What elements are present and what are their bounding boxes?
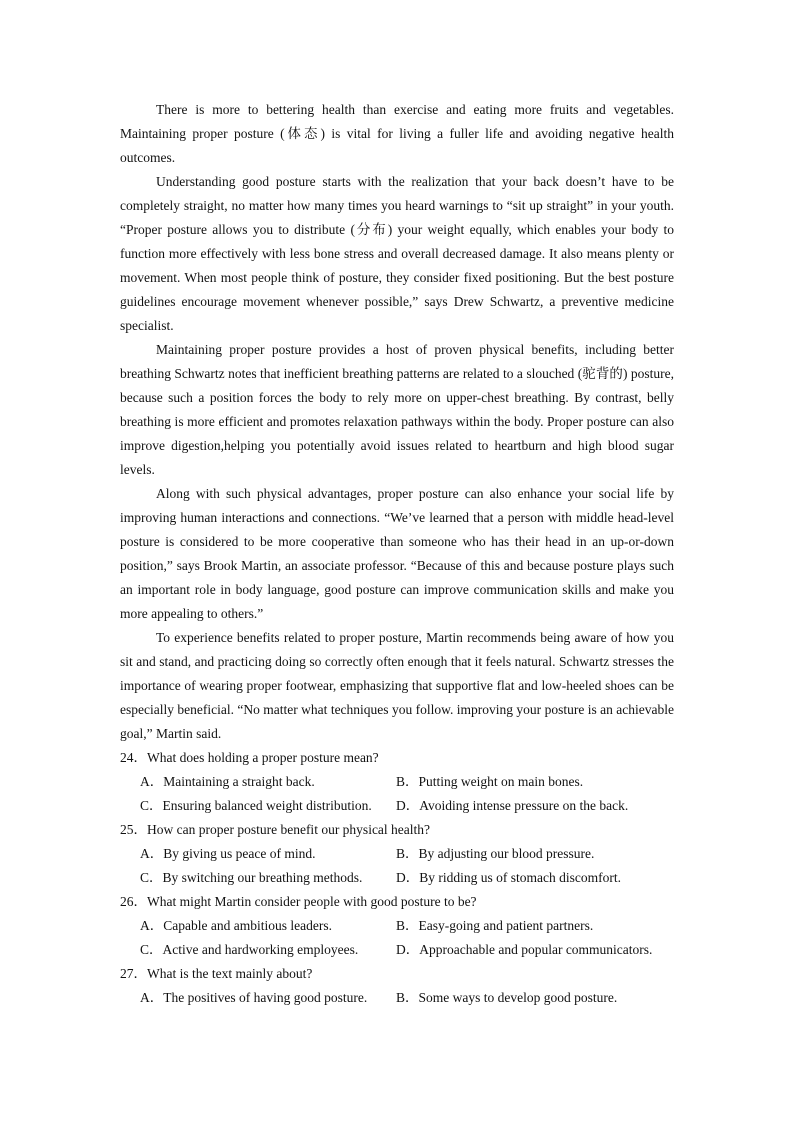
answer-options [120, 770, 674, 818]
answer-option: A．By giving us peace of mind. [140, 846, 316, 861]
question-item [120, 818, 674, 890]
answer-option: B．By adjusting our blood pressure. [396, 846, 595, 861]
question-stem: 25．How can proper posture benefit our physical health? [120, 822, 431, 837]
answer-option: B．Putting weight on main bones. [396, 774, 584, 789]
answer-option: A．Capable and ambitious leaders. [140, 918, 332, 933]
answer-options [120, 842, 674, 890]
answer-option: C．By switching our breathing methods. [140, 870, 363, 885]
question-stem: 27．What is the text mainly about? [120, 966, 313, 981]
passage-paragraph: Along with such physical advantages, proper posture can also enhance your social life by improving human interactions and connections. “We’ve learned that a person with middle head-level posture is considered to be more cooperative than someone who has their head in an up-or-down position,” says Brook Martin, an associate professor. “Because of this and because posture plays such an important role in body language, good posture can improve communication skills and make you more appealing to others.” [120, 486, 674, 621]
question-stem: 26．What might Martin consider people with good posture to be? [120, 894, 477, 909]
answer-option: D．Avoiding intense pressure on the back. [396, 798, 629, 813]
passage-paragraph: There is more to bettering health than exercise and eating more fruits and vegetables. Maintaining proper posture (体态) is vital for living a fuller life and avoiding negative health outcomes. [120, 102, 674, 165]
question-item [120, 890, 674, 962]
document-page [120, 98, 674, 1010]
question-list [120, 746, 674, 1010]
answer-option: B．Easy-going and patient partners. [396, 918, 594, 933]
answer-option: C．Ensuring balanced weight distribution. [140, 798, 372, 813]
answer-options [120, 986, 674, 1010]
answer-option: D．Approachable and popular communicators. [396, 942, 653, 957]
question-stem: 24．What does holding a proper posture mean? [120, 750, 379, 765]
reading-passage [120, 98, 674, 746]
answer-option: C．Active and hardworking employees. [140, 942, 359, 957]
question-item [120, 962, 674, 1010]
answer-option: A．Maintaining a straight back. [140, 774, 315, 789]
answer-options [120, 914, 674, 962]
passage-paragraph: Maintaining proper posture provides a host of proven physical benefits, including better breathing Schwartz notes that inefficient breathing patterns are related to a slouched (驼背的) posture, because such a position forces the body to rely more on upper-chest breathing. By contrast, belly breathing is more efficient and promotes relaxation pathways within the body. Proper posture can also improve digestion,helping you potentially avoid issues related to heartburn and high blood sugar levels. [120, 342, 674, 477]
passage-paragraph: To experience benefits related to proper posture, Martin recommends being aware of how you sit and stand, and practicing doing so correctly often enough that it feels natural. Schwartz stresses the importance of wearing proper footwear, emphasizing that supportive flat and low-heeled shoes can be especially beneficial. “No matter what techniques you follow. improving your posture is an achievable goal,” Martin said. [120, 630, 674, 741]
answer-option: D．By ridding us of stomach discomfort. [396, 870, 621, 885]
answer-option: A．The positives of having good posture. [140, 990, 368, 1005]
question-item [120, 746, 674, 818]
passage-paragraph: Understanding good posture starts with the realization that your back doesn’t have to be completely straight, no matter how many times you heard warnings to “sit up straight” in your youth. “Proper posture allows you to distribute (分布) your weight equally, which enables your body to function more effectively with less bone stress and overall decreased damage. It also means plenty or movement. When most people think of posture, they consider fixed positioning. But the best posture guidelines encourage movement whenever possible,” says Drew Schwartz, a preventive medicine specialist. [120, 174, 674, 333]
answer-option: B．Some ways to develop good posture. [396, 990, 618, 1005]
